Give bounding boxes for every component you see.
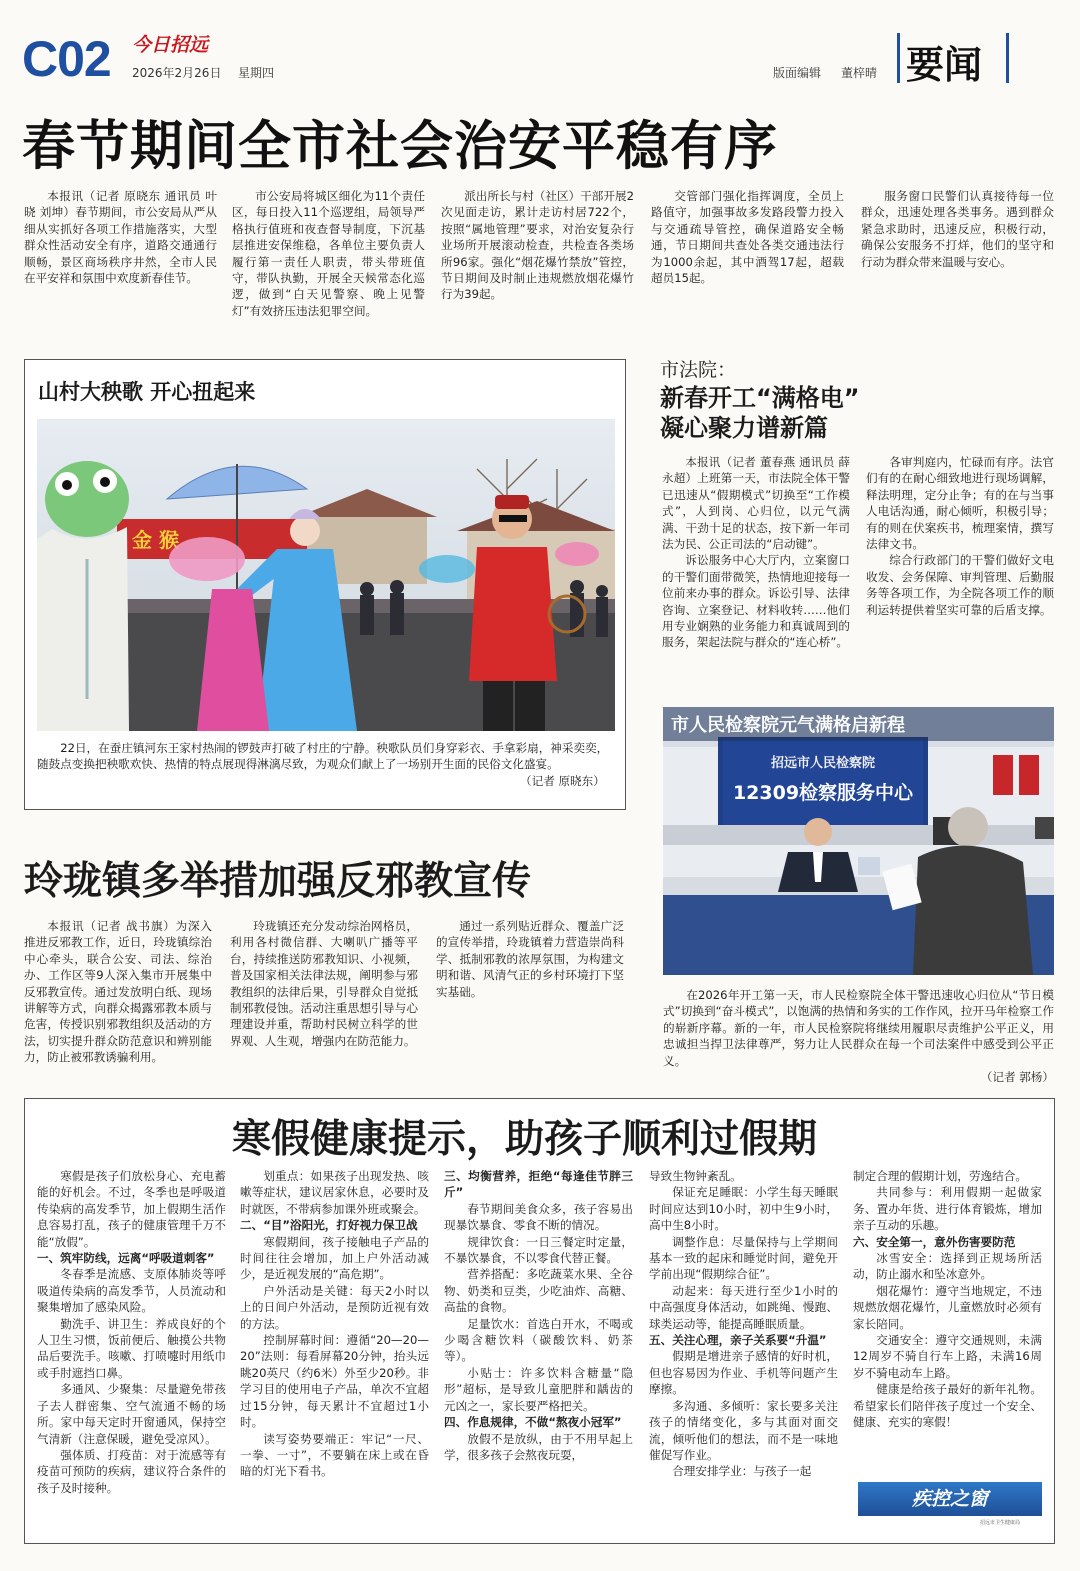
lead-column-5 [861, 188, 1054, 322]
article-paragraph: 户外活动是关键：每天2小时以上的日间户外活动，是预防近视有效的方法。 [240, 1283, 429, 1331]
article-paragraph: 本报讯（记者 战书旗）为深入推进反邪教工作，近日，玲珑镇综治中心牵头，联合公安、司法、综治办、工作区等9人深入集市开展集中反邪教宣传。通过发放明白纸、现场讲解等方式，向群众揭露邪教本质与危害，传授识别邪教组织及活动的方法，切实提升群众防范意识和辨别能力，防止被邪教诱骗利用。 [24, 919, 212, 1065]
court-headline-line-1: 新春开工“满格电” [660, 384, 860, 412]
health-subheading: 三、均衡营养，拒绝“每逢佳节胖三斤” [444, 1169, 633, 1200]
photo-caption: 在2026年开工第一天，市人民检察院全体干警迅速收心归位从“节日模式”切换到“奋斗模式”，以饱满的热情和务实的工作作风，拉开马年检察工作的崭新序幕。新的一年，市人民检察院将继续用履职尽责维护公平正义，用忠诚担当捍卫法律尊严，努力让人民群众在每一个司法案件中感受到公平正义。 [663, 988, 1054, 1068]
article-paragraph: 强体质、打疫苗：对于流感等有疫苗可预防的疾病，建议符合条件的孩子及时接种。 [37, 1447, 226, 1495]
article-paragraph: 制定合理的假期计划，劳逸结合。 [853, 1169, 1027, 1183]
article-paragraph: 冰雪安全：选择到正规场所活动，防止溺水和坠冰意外。 [853, 1251, 1042, 1282]
anti-cult-column-3 [436, 918, 624, 1068]
health-column-3 [444, 1168, 633, 1534]
article-paragraph: 寒假是孩子们放松身心、充电蓄能的好机会。不过，冬季也是呼吸道传染病的高发季节，加上假期生活作息容易打乱，孩子的健康管理千万不能“放假”。 [37, 1169, 226, 1249]
article-paragraph: 本报讯（记者 原晓东 通讯员 叶晓 刘坤）春节期间，市公安局从严从细从实抓好各项工作措施落实，大型群众性活动安全有序，道路交通通行顺畅，景区商场秩序井然，全市人民在平安祥和氛围中欢度新春佳节。 [24, 189, 217, 286]
article-paragraph: 划重点：如果孩子出现发热、咳嗽等症状，建议居家休息，必要时及时就医，不带病参加课外班或聚会。 [240, 1169, 429, 1216]
article-paragraph: 读写姿势要端正：牢记“一尺、一拳、一寸”，不要躺在床上或在昏暗的灯光下看书。 [240, 1431, 429, 1479]
health-subheading: 六、安全第一，意外伤害要防范 [853, 1234, 1016, 1249]
section-divider [897, 33, 900, 83]
health-column-4 [649, 1168, 838, 1534]
article-paragraph: 市公安局将城区细化为11个责任区，每日投入11个巡逻组，局领导严格执行值班和夜查督导制度，下沉基层推进安保维稳，各单位主要负责人履行第一责任人职责，带头带班值守，带队执勤，开展全天候常态化巡逻，做到“白天见警察、晚上见警灯”有效挤压违法犯罪空间。 [232, 189, 425, 318]
article-paragraph: 控制屏幕时间：遵循“20—20—20”法则：每看屏幕20分钟，抬头远眺20英尺（约6米）外至少20秒。非学习目的使用电子产品，单次不宜超过15分钟，每天累计不宜超过1小时。 [240, 1333, 429, 1430]
section-title: 要闻 [906, 43, 983, 87]
article-paragraph: 本报讯（记者 董春燕 通讯员 薛永超）上班第一天，市法院全体干警已迅速从“假期模式”切换至“工作模式”，人到岗、心归位，以元气满满、干劲十足的状态，按下新一年司法为民、公正司法的“启动键”。 [662, 455, 850, 552]
lead-headline: 春节期间全市社会治安平稳有序 [22, 116, 778, 177]
article-paragraph: 交管部门强化指挥调度，全员上路值守，加强事故多发路段警力投入与交通疏导管控，确保道路安全畅通，节日期间共查处各类交通违法行为1000余起，其中酒驾17起，超载超员15起。 [651, 189, 844, 286]
cdc-logo-subtitle: 招远市卫生健康局 [980, 1520, 1021, 1526]
court-column-2 [866, 454, 1054, 667]
photo-credit: （记者 郭杨） [980, 1070, 1054, 1085]
article-paragraph: 小贴士：许多饮料含糖量“隐形”超标，是导致儿童肥胖和龋齿的元凶之一，家长要严格把关。 [444, 1365, 633, 1413]
article-paragraph: 玲珑镇还充分发动综治网格员，利用各村微信群、大喇叭广播等平台，持续推送防邪教知识、小视频，普及国家相关法律法规，阐明参与邪教组织的法律后果，引导群众自觉抵制邪教侵蚀。活动注重思想引导与心理建设并重，帮助村民树立科学的世界观、人生观，增强内在防范能力。 [230, 919, 418, 1048]
article-paragraph: 合理安排学业：与孩子一起 [672, 1464, 812, 1479]
anti-cult-column-1 [24, 918, 212, 1068]
article-paragraph: 足量饮水：首选白开水，不喝或少喝含糖饮料（碳酸饮料、奶茶等）。 [444, 1316, 633, 1364]
court-headline-line-2: 凝心聚力谱新篇 [660, 414, 828, 442]
sign-main-text: 12309检察服务中心 [732, 782, 914, 804]
health-subheading: 四、作息规律，不做“熬夜小冠军” [444, 1415, 622, 1430]
procuratorate-title: 市人民检察院元气满格启新程 [671, 715, 905, 736]
newspaper-logo: 今日招远 [132, 34, 209, 56]
article-paragraph: 规律饮食：一日三餐定时定量，不暴饮暴食，不以零食代替正餐。 [444, 1234, 633, 1266]
section-divider [1006, 33, 1009, 83]
photo-caption: 22日，在蚕庄镇河东王家村热闹的锣鼓声打破了村庄的宁静。秧歌队员们身穿彩衣、手拿彩扇，神采奕奕，随鼓点变换把秧歌欢快、热情的特点展现得淋漓尽致，为观众们献上了一场别开生面的民俗文化盛宴。 [37, 741, 609, 772]
health-subheading: 二、“目”浴阳光，打好视力保卫战 [240, 1218, 418, 1233]
article-paragraph: 派出所长与村（社区）干部开展2次见面走访，累计走访村居722个，按照“属地管理”要求，对治安复杂行业场所开展滚动检查，共检查各类场所96家。强化“烟花爆竹禁放”管控，节日期间及时制止违规燃放烟花爆竹行为39起。 [441, 189, 634, 302]
article-paragraph: 各审判庭内，忙碌而有序。法官们有的在耐心细致地进行现场调解，释法明理，定分止争；有的在与当事人电话沟通，耐心倾听，积极引导；有的则在伏案疾书，梳理案情，撰写法律文书。 [866, 455, 1054, 552]
health-column-2 [240, 1168, 429, 1534]
health-column-1 [37, 1168, 226, 1534]
procuratorate-caption-block [663, 987, 1054, 1085]
health-headline: 寒假健康提示，助孩子顺利过假期 [232, 1117, 818, 1162]
banner-text: 金 猴 [132, 528, 179, 552]
anti-cult-headline: 玲珑镇多举措加强反邪教宣传 [24, 859, 532, 904]
lead-column-4 [651, 188, 844, 322]
article-paragraph: 保证充足睡眠：小学生每天睡眠时间应达到10小时，初中生9小时，高中生8小时。 [649, 1185, 838, 1233]
article-paragraph: 诉讼服务中心大厅内，立案窗口的干警们面带微笑，热情地迎接每一位前来办事的群众。诉讼引导、法律咨询、立案登记、材料收转……他们用专业娴熟的业务能力和真诚周到的服务，架起法院与群众的“连心桥”。 [662, 553, 850, 650]
article-paragraph: 通过一系列贴近群众、覆盖广泛的宣传举措，玲珑镇着力营造崇尚科学、抵制邪教的浓厚氛围，为构建文明和谐、风清气正的乡村环境打下坚实基础。 [436, 919, 624, 999]
lead-column-2 [232, 188, 425, 322]
article-paragraph: 冬春季是流感、支原体肺炎等呼吸道传染病的高发季节，人员流动和聚集增加了感染风险。 [37, 1267, 226, 1315]
lead-column-3 [441, 188, 634, 322]
sign-top-text: 招远市人民检察院 [770, 756, 876, 771]
article-paragraph: 假期是增进亲子感情的好时机，但也容易因为作业、手机等问题产生摩擦。 [649, 1349, 838, 1397]
article-paragraph: 调整作息：尽量保持与上学期间基本一致的起床和睡觉时间，避免开学前出现“假期综合征”。 [649, 1234, 838, 1282]
editor-label: 版面编辑 [773, 66, 822, 80]
publication-date: 2026年2月26日 [132, 66, 222, 80]
court-column-1 [662, 454, 850, 667]
procuratorate-service-photo [663, 707, 1054, 975]
court-kicker: 市法院： [660, 359, 737, 381]
article-paragraph: 烟花爆竹：遵守当地规定，不违规燃放烟花爆竹，儿童燃放时必须有家长陪同。 [853, 1283, 1042, 1331]
photo-story-title: 山村大秧歌 开心扭起来 [38, 380, 256, 404]
health-subheading: 五、关注心理，亲子关系要“升温” [649, 1333, 827, 1348]
article-paragraph: 健康是给孩子最好的新年礼物。希望家长们陪伴孩子度过一个安全、健康、充实的寒假！ [853, 1382, 1042, 1430]
article-paragraph: 寒假期间，孩子接触电子产品的时间往往会增加，加上户外活动减少，是近视发展的“高危期”。 [240, 1234, 429, 1282]
article-paragraph: 多通风、少聚集：尽量避免带孩子去人群密集、空气流通不畅的场所。家中每天定时开窗通风，保持空气清新（注意保暖，避免受凉风）。 [37, 1382, 226, 1446]
weekday: 星期四 [238, 66, 275, 80]
article-paragraph: 动起来：每天进行至少1小时的中高强度身体活动，如跳绳、慢跑、球类运动等，能提高睡眠质量。 [649, 1283, 838, 1331]
cdc-window-logo: 疾控之窗 [858, 1482, 1042, 1516]
article-paragraph: 放假不是放纵，由于不用早起上学，很多孩子会熬夜玩耍， [444, 1431, 633, 1462]
article-paragraph: 勤洗手、讲卫生：养成良好的个人卫生习惯，饭前便后、触摸公共物品后要洗手。咳嗽、打喷嚏时用纸巾或手肘遮挡口鼻。 [37, 1316, 226, 1380]
article-paragraph: 春节期间美食众多，孩子容易出现暴饮暴食、零食不断的情况。 [444, 1201, 633, 1233]
article-paragraph: 交通安全：遵守交通规则，未满12周岁不骑自行车上路，未满16周岁不骑电动车上路。 [853, 1333, 1042, 1380]
yangge-dance-photo [37, 419, 615, 731]
article-paragraph: 综合行政部门的干警们做好文电收发、会务保障、审判管理、后勤服务等各项工作，为全院各项工作的顺利运转提供着坚实可靠的后盾支撑。 [866, 553, 1054, 617]
article-paragraph: 服务窗口民警们认真接待每一位群众，迅速处理各类事务。遇到群众紧急求助时，迅速反应，积极行动，确保公安服务不打烊，他们的坚守和行动为群众带来温暖与安心。 [861, 189, 1054, 269]
anti-cult-column-2 [230, 918, 418, 1068]
article-paragraph: 营养搭配：多吃蔬菜水果、全谷物、奶类和豆类，少吃油炸、高糖、高盐的食物。 [444, 1267, 633, 1315]
article-paragraph: 共同参与：利用假期一起做家务、置办年货、进行体育锻炼，增加亲子互动的乐趣。 [853, 1185, 1042, 1233]
article-paragraph: 多沟通、多倾听：家长要多关注孩子的情绪变化，多与其面对面交流，倾听他们的想法，而不是一味地催促写作业。 [649, 1398, 838, 1462]
lead-column-1 [24, 188, 217, 322]
article-paragraph: 导致生物钟紊乱。 [649, 1169, 742, 1183]
page-number: C02 [22, 31, 111, 87]
health-subheading: 一、筑牢防线，远离“呼吸道刺客” [37, 1251, 215, 1266]
photo-credit: （记者 原晓东） [520, 774, 605, 788]
editor-name: 董梓晴 [841, 66, 878, 80]
health-column-5 [853, 1168, 1042, 1476]
